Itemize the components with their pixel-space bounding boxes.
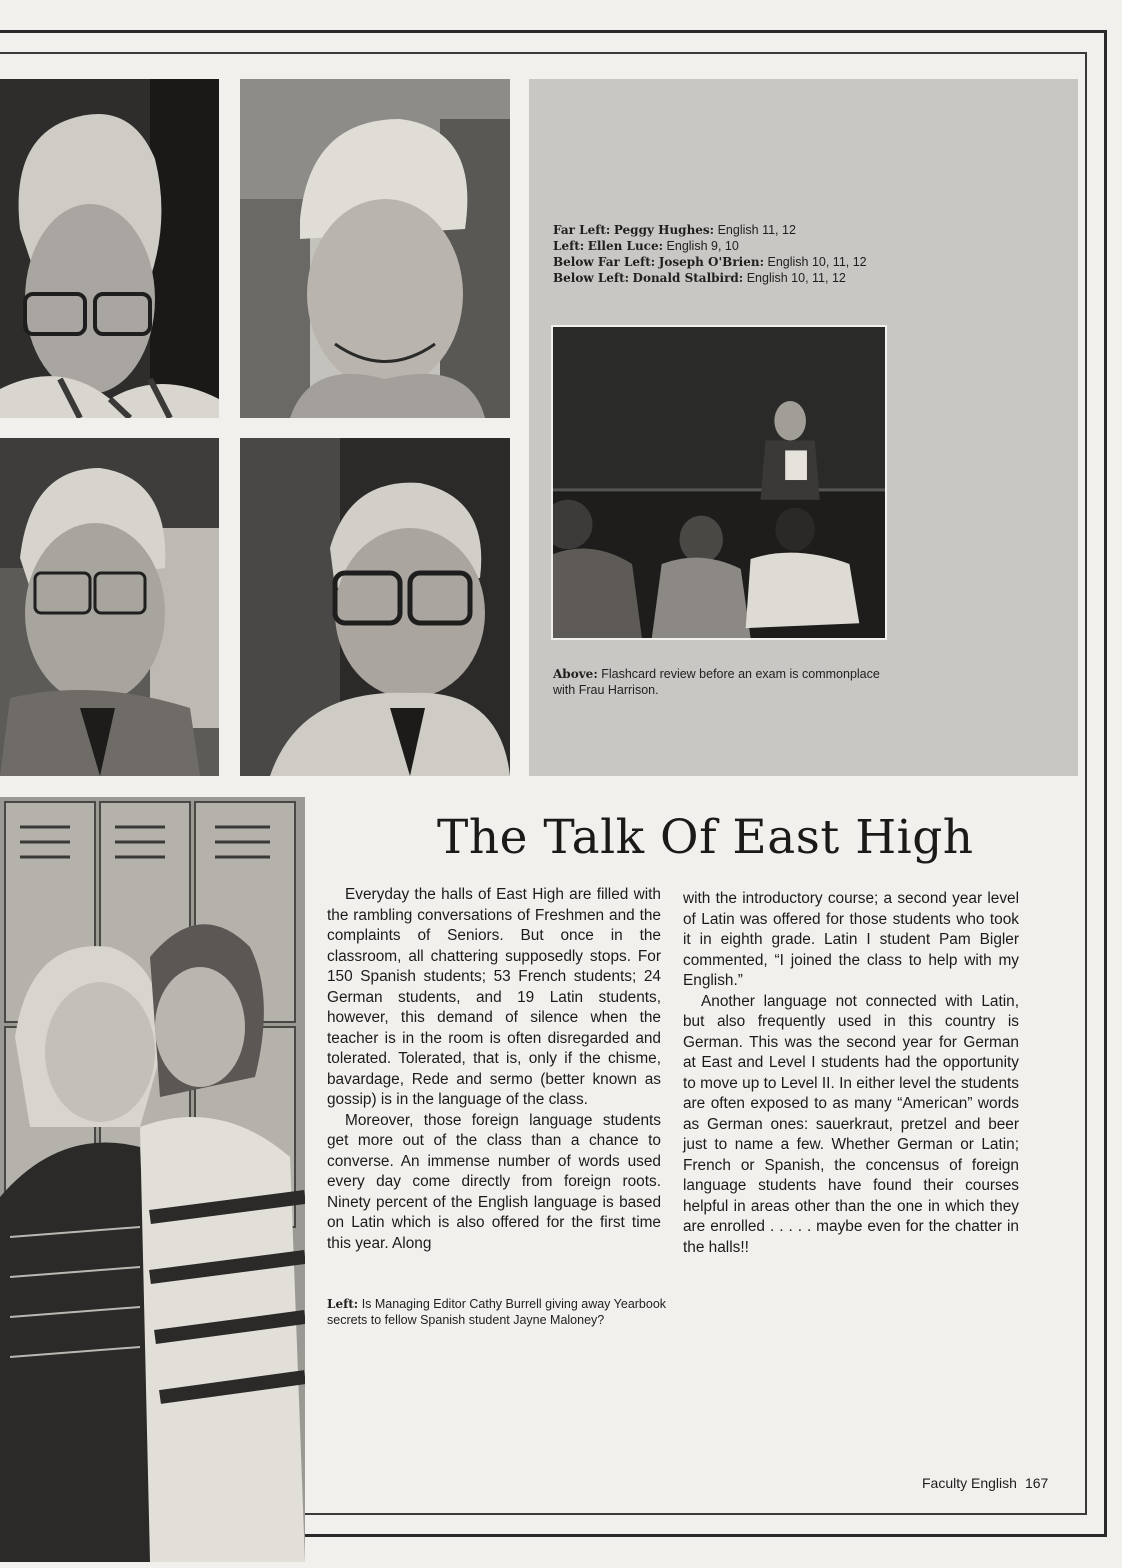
article-headline: The Talk Of East High: [437, 810, 974, 865]
portrait-photo-donald-stalbird: [240, 438, 510, 776]
page-folio: [922, 1475, 1048, 1491]
classroom-flashcard-photo: [551, 325, 887, 640]
caption-line: Left: Ellen Luce: English 9, 10: [553, 239, 739, 253]
article-paragraph: Everyday the halls of East High are filled with the rambling conversations of Freshmen and the complaints of Seniors. But once in the classroom, all chattering supposedly stops. For 150 Spanish students; 53 French students; 24 German students, and 19 Latin students, however, this demand of silence when the teacher is in the room is often disregarded and tolerated. Tolerated, that is, only if the chisme, bavardage, Rede and sermo (better known as gossip) is in the language of the class.: [327, 886, 661, 1108]
lockers-students-photo: [0, 797, 305, 1562]
lockers-photo-caption: Left: Is Managing Editor Cathy Burrell giving away Yearbook secrets to fellow Spanish student Jayne Maloney?: [327, 1297, 667, 1327]
article-column-2: [683, 889, 1019, 1258]
article-paragraph: with the introductory course; a second year level of Latin was offered for those students who took it in eighth grade. Latin I student Pam Bigler commented, “I joined the class to help with my English.”: [683, 890, 1019, 989]
portrait-captions: [553, 222, 913, 286]
portrait-photo-ellen-luce: [240, 79, 510, 418]
caption-line: Below Far Left: Joseph O'Brien: English 10, 11, 12: [553, 255, 867, 269]
article-paragraph: Moreover, those foreign language students get more out of the class than a chance to converse. An immense number of words used every day come directly from foreign roots. Ninety percent of the English language is based on Latin which is also offered for the first time this year. Along: [327, 1111, 661, 1252]
caption-line: Far Left: Peggy Hughes: English 11, 12: [553, 223, 796, 237]
portrait-photo-peggy-hughes: [0, 79, 219, 418]
page-number: 167: [1024, 1475, 1049, 1491]
portrait-photo-joseph-obrien: [0, 438, 219, 776]
classroom-photo-caption: Above: Flashcard review before an exam is commonplace with Frau Harrison.: [553, 667, 880, 697]
article-column-1: [327, 885, 661, 1254]
section-name: Faculty English: [922, 1475, 1017, 1491]
article-paragraph: Another language not connected with Latin, but also frequently used in this country is German. This was the second year for German at East and Level I students had the opportunity to move up to Level II. In either level the students are often exposed to as many “American” words as German ones: sauerkraut, pretzel and beer just to name a few. Whether German or Latin; French or Spanish, the concensus of foreign language students have found their courses helpful in areas other than the one in which they are enrolled . . . . . maybe even for the chatter in the halls!!: [683, 992, 1019, 1256]
caption-line: Below Left: Donald Stalbird: English 10, 11, 12: [553, 271, 846, 285]
